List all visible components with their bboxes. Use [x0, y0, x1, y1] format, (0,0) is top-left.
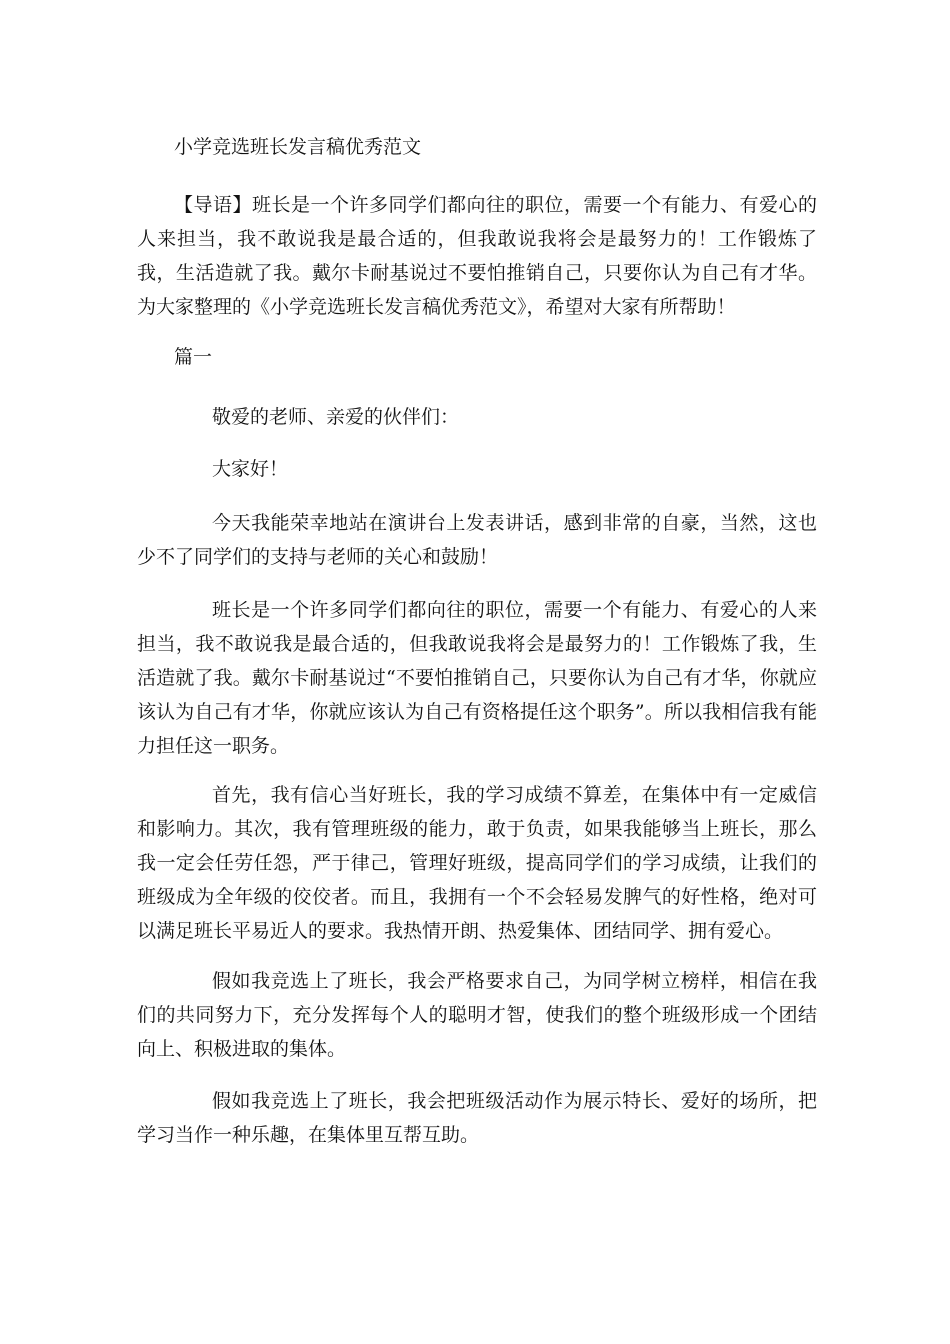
intro-paragraph: 【导语】班长是一个许多同学们都向往的职位，需要一个有能力、有爱心的人来担当，我不敢说我是最合适的，但我敢说我将会是最努力的！工作锻炼了我，生活造就了我。戴尔卡耐基说过不要怕推销自己，只要你认为自己有才华。为大家整理的《小学竞选班长发言稿优秀范文》，希望对大家有所帮助！ — [137, 194, 817, 318]
section-label: 篇一 — [174, 346, 213, 368]
salutation: 敬爱的老师、亲爱的伙伴们： — [212, 406, 460, 428]
document-title: 小学竞选班长发言稿优秀范文 — [174, 136, 422, 158]
greeting: 大家好！ — [212, 458, 289, 480]
body-paragraph: 今天我能荣幸地站在演讲台上发表讲话，感到非常的自豪，当然，这也少不了同学们的支持与老师的关心和鼓励！ — [137, 512, 817, 568]
body-paragraph: 假如我竞选上了班长，我会把班级活动作为展示特长、爱好的场所，把学习当作一种乐趣，在集体里互帮互助。 — [137, 1090, 817, 1146]
body-paragraph: 首先，我有信心当好班长，我的学习成绩不算差，在集体中有一定威信和影响力。其次，我有管理班级的能力，敢于负责，如果我能够当上班长，那么我一定会任劳任怨，严于律己，管理好班级，提高同学们的学习成绩，让我们的班级成为全年级的佼佼者。而且，我拥有一个不会轻易发脾气的好性格，绝对可以满足班长平易近人的要求。我热情开朗、热爱集体、团结同学、拥有爱心。 — [137, 784, 817, 942]
body-paragraph: 班长是一个许多同学们都向往的职位，需要一个有能力、有爱心的人来担当，我不敢说我是最合适的，但我敢说我将会是最努力的！工作锻炼了我，生活造就了我。戴尔卡耐基说过“不要怕推销自己，只要你认为自己有才华，你就应该认为自己有才华，你就应该认为自己有资格提任这个职务”。所以我相信我有能力担任这一职务。 — [137, 599, 817, 757]
body-paragraph: 假如我竞选上了班长，我会严格要求自己，为同学树立榜样，相信在我们的共同努力下，充分发挥每个人的聪明才智，使我们的整个班级形成一个团结向上、积极进取的集体。 — [137, 970, 817, 1060]
